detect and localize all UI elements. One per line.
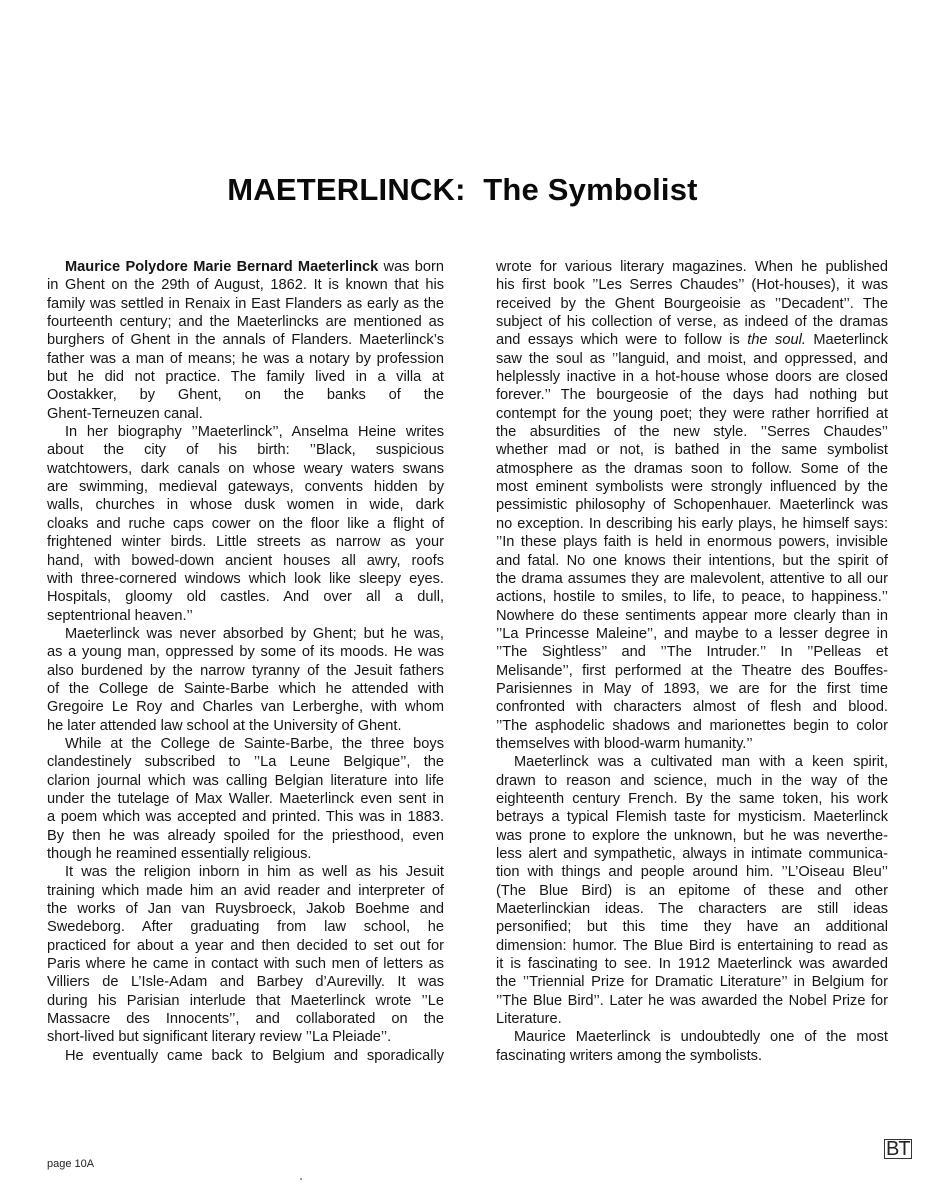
text-line [496, 460, 888, 478]
text-line [47, 276, 444, 294]
text-line [47, 515, 444, 533]
text-line [47, 368, 444, 386]
line-text: clarion journal which was calling Belgian literature into life [47, 772, 444, 789]
line-text: wrote for various literary magazines. When he published [496, 259, 888, 275]
line-text: training which made him an avid reader and interpreter of [47, 882, 444, 899]
line-text: whether mad or not, is bathed in the same symbolist [496, 442, 888, 459]
line-text: While at the College de Sainte-Barbe, the three boys [65, 735, 444, 752]
line-text: Parisiennes in May of 1893, we are for the first time [496, 680, 888, 697]
line-text: and essays which were to follow is [496, 332, 748, 349]
text-line [496, 735, 888, 753]
text-line [47, 607, 444, 625]
line-text: Maurice Maeterlinck is undoubtedly one of the most [514, 1029, 888, 1046]
text-line [47, 845, 444, 863]
line-text: Swedeborg. After graduating from law school, he [47, 919, 444, 936]
text-line [496, 423, 888, 441]
line-text: hand, with bowed-down ancient houses all awry, roofs [47, 552, 444, 569]
line-text: ’’In these plays faith is held in enormous powers, invisible [496, 534, 888, 551]
line-text: Maeterlinckian ideas. The characters are still ideas [496, 901, 888, 918]
line-text: ’’The Sightless’’ and ’’The Intruder.’’ In ’’Pelleas et [496, 644, 888, 661]
page-number: page 10A [47, 1158, 95, 1170]
text-line [496, 680, 888, 698]
text-line [47, 552, 444, 570]
text-line [496, 258, 888, 276]
text-line [496, 570, 888, 588]
bt-logo-mark: BT [886, 1138, 910, 1160]
line-text: themselves with blood-warm humanity.’’ [496, 735, 753, 752]
text-line [47, 900, 444, 918]
line-text: his first book ’’Les Serres Chaudes’’ (Hot-houses), it was [496, 277, 888, 294]
line-text: cloaks and ruche caps cower on the floor like a flight of [47, 515, 444, 532]
text-line [47, 753, 444, 771]
line-text: ’’La Princesse Maleine’’, and maybe to a lesser degree in [496, 625, 888, 642]
line-text: also burdened by the narrow tyranny of the Jesuit fathers [47, 662, 444, 679]
line-text: as a young man, oppressed by some of its moods. He was [47, 644, 444, 661]
text-line [496, 276, 888, 294]
text-line [496, 1047, 888, 1065]
text-line [47, 772, 444, 790]
text-line [47, 1010, 444, 1028]
text-line [47, 496, 444, 514]
text-line [47, 662, 444, 680]
text-line [496, 313, 888, 331]
text-line [47, 698, 444, 716]
text-line [496, 955, 888, 973]
line-text: the drama assumes they are malevolent, attentive to all our [496, 570, 888, 587]
line-text: Hospitals, gloomy old castles. And over all a dull, [47, 589, 444, 606]
line-text: fascinating writers among the symbolists. [496, 1047, 763, 1064]
line-text: ’’The asphodelic shadows and marionettes begin to color [496, 717, 888, 734]
text-line [47, 717, 444, 735]
line-text: betrays a typical Flemish taste for mysticism. Maeterlinck [496, 809, 888, 826]
text-line [496, 900, 888, 918]
line-text: no exception. In describing his early plays, he himself says: [496, 515, 888, 532]
text-line [496, 533, 888, 551]
text-line [47, 570, 444, 588]
text-line [496, 1010, 888, 1028]
line-text: saw the soul as ’’languid, and moist, and oppressed, and [496, 350, 888, 367]
line-text: watchtowers, dark canals on whose weary waters swans [47, 460, 444, 477]
line-text: father was a man of means; he was a notary by profession [47, 350, 444, 367]
line-text: Ghent-Terneuzen canal. [47, 405, 203, 422]
line-text: practiced for about a year and then decided to set out for [47, 937, 444, 954]
text-line [47, 992, 444, 1010]
line-text: burghers of Ghent in the annals of Flanders. Maeterlinck’s [47, 332, 444, 349]
line-text: under the tutelage of Max Waller. Maeterlinck even sent in [47, 790, 444, 807]
line-text: and fatal. No one knows their intentions, but the spirit of [496, 552, 888, 569]
text-line [47, 937, 444, 955]
text-line [47, 790, 444, 808]
text-line [47, 973, 444, 991]
line-text: It was the religion inborn in him as well as his Jesuit [65, 864, 444, 881]
line-text: the absurdities of the new style. ’’Serres Chaudes’’ [496, 424, 888, 441]
text-line [47, 423, 444, 441]
line-text: Paris where he came in contact with such men of letters as [47, 956, 444, 973]
text-line [47, 533, 444, 551]
line-text: most eminent symbolists were strongly influenced by the [496, 479, 888, 496]
text-line [47, 1028, 444, 1046]
text-line [496, 937, 888, 955]
publisher-logo [884, 1138, 912, 1161]
text-line [496, 441, 888, 459]
text-line [496, 845, 888, 863]
line-text: septentrional heaven.’’ [47, 607, 193, 624]
text-line [47, 588, 444, 606]
line-text: dimension: humor. The Blue Bird is entertaining to read as [496, 937, 888, 954]
text-line [47, 918, 444, 936]
text-line [47, 478, 444, 496]
page-title: MAETERLINCK: The Symbolist [227, 172, 698, 207]
line-text: confronted with characters almost of flesh and blood. [496, 699, 888, 716]
text-line [496, 698, 888, 716]
line-text: a poem which was accepted and printed. This was in 1883. [47, 809, 444, 826]
line-text: but he did not practice. The family lived in a villa at [47, 369, 444, 386]
line-text: walls, churches in whose dusk women in wide, dark [47, 497, 444, 514]
print-speck [300, 1178, 302, 1180]
line-text: Massacre des Innocents’’, and collaborated on the [47, 1011, 444, 1028]
text-line [496, 808, 888, 826]
line-text: Oostakker, by Ghent, on the banks of the [47, 387, 444, 404]
line-text: Maeterlinck [805, 332, 889, 349]
line-text: ’’The Blue Bird’’. Later he was awarded the Nobel Prize for [496, 992, 888, 1009]
text-line [47, 313, 444, 331]
text-line [47, 625, 444, 643]
text-line [496, 496, 888, 514]
text-line [47, 460, 444, 478]
text-line [496, 1028, 888, 1046]
text-line [496, 918, 888, 936]
line-text: tion with things and people around him. ’’L’Oiseau Bleu’’ [496, 864, 888, 881]
line-text: of the College de Sainte-Barbe which he attended with [47, 680, 444, 697]
line-text: though he reamined essentially religious. [47, 846, 312, 862]
text-line [496, 662, 888, 680]
text-line [47, 441, 444, 459]
line-text: (The Blue Bird) is an epitome of these and other [496, 882, 888, 899]
text-line [496, 368, 888, 386]
line-text: about the city of his birth: ’’Black, suspicious [47, 442, 444, 459]
line-text: short-lived but significant literary review ’’La Pleiade’’. [47, 1029, 392, 1046]
text-line [496, 772, 888, 790]
text-line [496, 790, 888, 808]
text-line [496, 588, 888, 606]
line-text: contempt for the young poet; they were rather horrified at [496, 405, 888, 422]
text-line [496, 552, 888, 570]
text-line [47, 295, 444, 313]
text-line [496, 295, 888, 313]
text-line [47, 350, 444, 368]
line-text: in Ghent on the 29th of August, 1862. It is known that his [47, 277, 444, 294]
text-line [496, 478, 888, 496]
line-text: Maeterlinck was a cultivated man with a keen spirit, [514, 754, 888, 771]
line-text: In her biography ’’Maeterlinck’’, Anselma Heine writes [65, 424, 444, 441]
text-line [496, 863, 888, 881]
text-line [47, 1047, 444, 1065]
line-text: it is fascinating to see. In 1912 Maeterlinck was awarded [496, 956, 888, 973]
text-line [496, 515, 888, 533]
text-line [496, 405, 888, 423]
line-text: subject of his collection of verse, as indeed of the dramas [496, 314, 888, 331]
text-line [47, 808, 444, 826]
text-line [496, 717, 888, 735]
line-text: Villiers de L’Isle-Adam and Barbey d’Aurevilly. It was [47, 974, 444, 991]
line-text: received by the Ghent Bourgeoisie as ’’Decadent’’. The [496, 295, 888, 312]
line-text: eighteenth century French. By the same token, his work [496, 790, 888, 807]
left-column [47, 258, 444, 1065]
line-text: he later attended law school at the University of Ghent. [47, 717, 402, 734]
text-line [47, 882, 444, 900]
line-text: drawn to reason and science, much in the way of the [496, 772, 888, 789]
line-text: frightened winter birds. Little streets as narrow as your [47, 534, 444, 551]
author-full-name: Maurice Polydore Marie Bernard Maeterlinck [65, 259, 379, 275]
line-text: less alert and sympathetic, always in intimate communica- [496, 846, 888, 862]
text-line [496, 350, 888, 368]
text-line [47, 405, 444, 423]
line-text: Literature. [496, 1011, 562, 1028]
line-text: Melisande’’, first performed at the Theatre des Bouffes- [496, 662, 888, 679]
text-line [496, 625, 888, 643]
text-line [496, 973, 888, 991]
line-text: Maeterlinck was never absorbed by Ghent; but he was, [65, 625, 444, 642]
line-text: helplessly inactive in a hot-house whose doors are closed [496, 369, 888, 386]
text-line [496, 643, 888, 661]
line-text: He eventually came back to Belgium and sporadically [65, 1047, 444, 1064]
right-column [496, 258, 888, 1065]
text-line [496, 992, 888, 1010]
text-line [496, 827, 888, 845]
text-line [47, 863, 444, 881]
line-text: with three-cornered windows which look like sleepy eyes. [47, 570, 444, 587]
line-text: are swimming, medieval gateways, convents hidden by [47, 479, 444, 496]
line-text: Gregoire Le Roy and Charles van Lerberghe, with whom [47, 699, 444, 716]
line-text: the works of Jan van Ruysbroeck, Jakob Boehme and [47, 901, 444, 918]
text-line [47, 331, 444, 349]
text-line [496, 331, 888, 349]
text-line [47, 386, 444, 404]
text-line [47, 827, 444, 845]
line-text: during his Parisian interlude that Maeterlinck wrote ’’Le [47, 992, 444, 1009]
line-text: atmosphere as the dramas soon to follow. Some of the [496, 460, 888, 477]
line-text: fourteenth century; and the Maeterlincks are mentioned as [47, 314, 444, 331]
text-line [47, 643, 444, 661]
line-text: family was settled in Renaix in East Flanders as early as the [47, 295, 444, 312]
line-text: was born [378, 259, 444, 275]
line-text: personified; but this time they have an additional [496, 919, 888, 936]
line-text: was prone to explore the unknown, but he was neverthe- [496, 827, 888, 844]
line-text: actions, hostile to smiles, to life, to peace, to happiness.’’ [496, 589, 888, 606]
line-text: Nowhere do these sentiments appear more clearly than in [496, 607, 888, 624]
line-text: forever.’’ The bourgeosie of the days had nothing but [496, 387, 888, 404]
emphasis-text: the soul. [747, 332, 806, 349]
text-line [496, 753, 888, 771]
text-line [496, 607, 888, 625]
text-line [496, 882, 888, 900]
line-text: clandestinely subscribed to ’’La Leune Belgique’’, the [47, 754, 444, 771]
text-line [47, 258, 444, 276]
text-line [496, 386, 888, 404]
text-line [47, 680, 444, 698]
line-text: pessimistic philosophy of Schopenhauer. Maeterlinck was [496, 497, 888, 514]
line-text: By then he was already spoiled for the priesthood, even [47, 827, 444, 844]
text-line [47, 735, 444, 753]
text-line [47, 955, 444, 973]
line-text: the ’’Triennial Prize for Dramatic Literature’’ in Belgium for [496, 974, 888, 991]
